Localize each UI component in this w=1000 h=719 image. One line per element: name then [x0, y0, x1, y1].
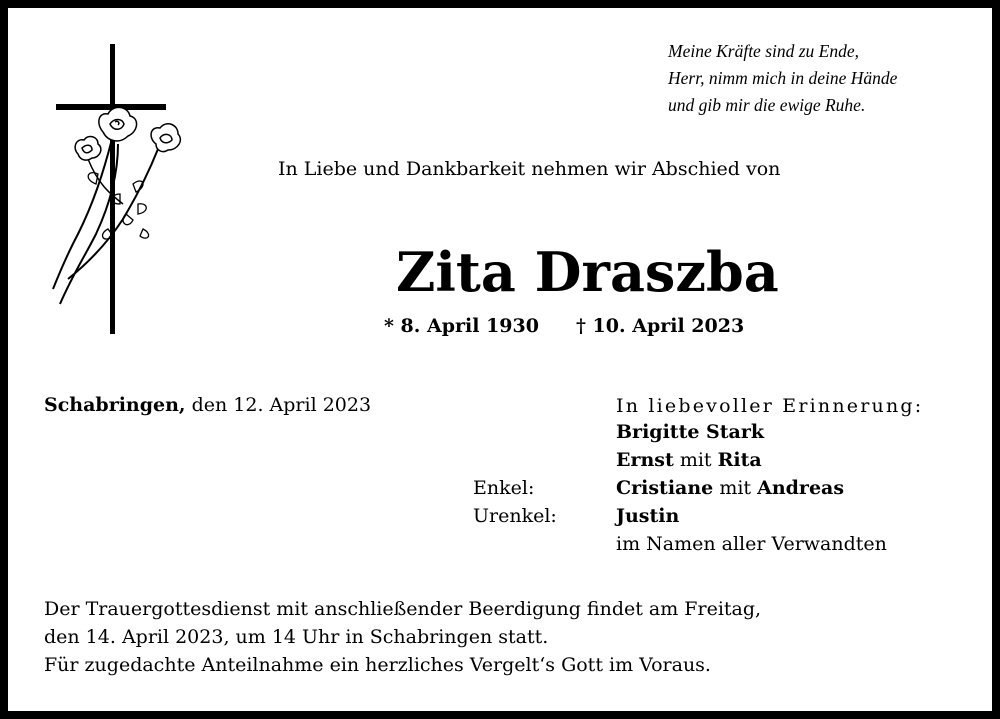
- cross-with-roses-icon: [48, 44, 188, 344]
- family-line-4: [616, 505, 679, 527]
- family-name: Brigitte Stark: [616, 421, 765, 443]
- place-town: Schabringen,: [44, 394, 186, 416]
- family-name: Andreas: [757, 477, 845, 499]
- connector-text: mit: [719, 477, 752, 499]
- family-line-3: [616, 477, 844, 499]
- urenkel-label: Urenkel:: [473, 505, 557, 527]
- intro-text: In Liebe und Dankbarkeit nehmen wir Abschied von: [278, 158, 781, 180]
- service-line-1: Der Trauergottesdienst mit anschließender Beerdigung findet am Freitag,: [44, 598, 762, 620]
- connector-text: mit: [679, 449, 712, 471]
- enkel-label: Enkel:: [473, 477, 535, 499]
- death-date: † 10. April 2023: [576, 315, 745, 337]
- birth-date: * 8. April 1930: [384, 315, 539, 337]
- service-line-2: den 14. April 2023, um 14 Uhr in Schabringen statt.: [44, 626, 549, 648]
- notice-date: den 12. April 2023: [191, 394, 372, 416]
- place-date: [44, 394, 371, 416]
- family-line-1: [616, 421, 764, 443]
- family-line-2: [616, 449, 762, 471]
- quote-line-3: und gib mir die ewige Ruhe.: [668, 95, 866, 115]
- quote-line-2: Herr, nimm mich in deine Hände: [668, 68, 898, 88]
- family-name: Cristiane: [616, 477, 714, 499]
- deceased-name: Zita Draszba: [396, 240, 779, 304]
- service-line-3: Für zugedachte Anteilnahme ein herzliches Vergelt‘s Gott im Voraus.: [44, 654, 711, 676]
- quote-line-1: Meine Kräfte sind zu Ende,: [668, 41, 860, 61]
- family-name: Justin: [616, 505, 680, 527]
- family-name: Rita: [717, 449, 762, 471]
- family-line-5: im Namen aller Verwandten: [616, 533, 887, 555]
- remembrance-heading: In liebevoller Erinnerung:: [616, 395, 924, 417]
- family-name: Ernst: [616, 449, 674, 471]
